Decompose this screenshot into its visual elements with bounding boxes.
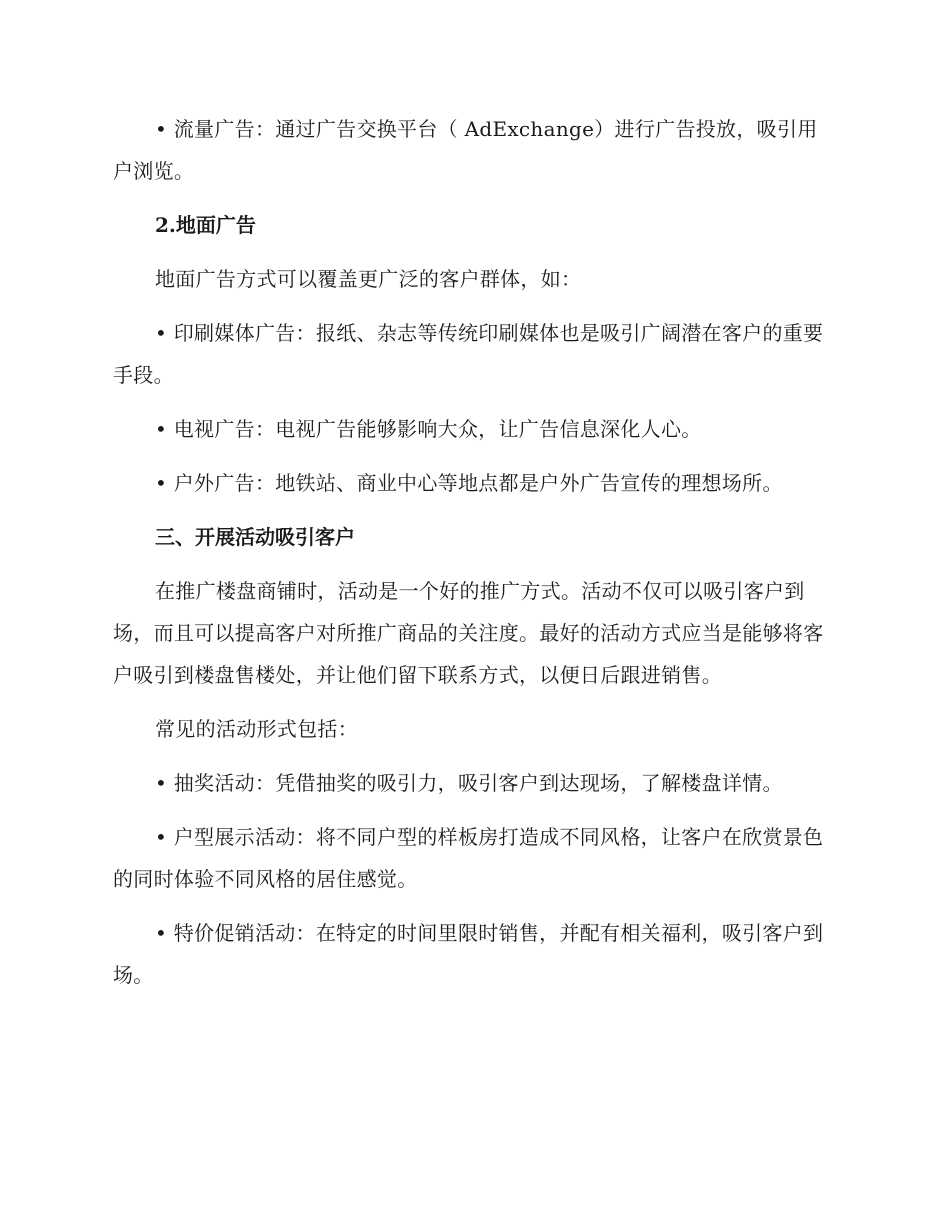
- heading-ground-ads: 2.地面广告: [155, 213, 256, 237]
- paragraph-tv-ads: • 电视广告：电视广告能够影响大众，让广告信息深化人心。: [155, 417, 702, 441]
- heading-events: 三、开展活动吸引客户: [155, 525, 355, 549]
- paragraph-outdoor-ads: • 户外广告：地铁站、商业中心等地点都是户外广告宣传的理想场所。: [155, 471, 783, 495]
- paragraph-ground-ads-intro: 地面广告方式可以覆盖更广泛的客户群体，如：: [155, 267, 582, 291]
- paragraph-lottery-event: • 抽奖活动：凭借抽奖的吸引力，吸引客户到达现场，了解楼盘详情。: [155, 771, 783, 795]
- paragraph-traffic-ads: • 流量广告：通过广告交换平台（ AdExchange）进行广告投放，吸引用户浏览。: [113, 117, 818, 183]
- paragraph-events-intro: 在推广楼盘商铺时，活动是一个好的推广方式。活动不仅可以吸引客户到场，而且可以提高客户对所推广商品的关注度。最好的活动方式应当是能够将客户吸引到楼盘售楼处，并让他们留下联系方式，以便日后跟进销售。: [113, 579, 824, 687]
- document-body: [113, 108, 833, 1008]
- paragraph-promo-event: • 特价促销活动：在特定的时间里限时销售，并配有相关福利，吸引客户到场。: [113, 921, 824, 987]
- paragraph-showroom-event: • 户型展示活动：将不同户型的样板房打造成不同风格，让客户在欣赏景色的同时体验不同风格的居住感觉。: [113, 825, 824, 891]
- paragraph-events-types: 常见的活动形式包括：: [155, 717, 358, 741]
- paragraph-print-ads: • 印刷媒体广告：报纸、杂志等传统印刷媒体也是吸引广阔潜在客户的重要手段。: [113, 321, 824, 387]
